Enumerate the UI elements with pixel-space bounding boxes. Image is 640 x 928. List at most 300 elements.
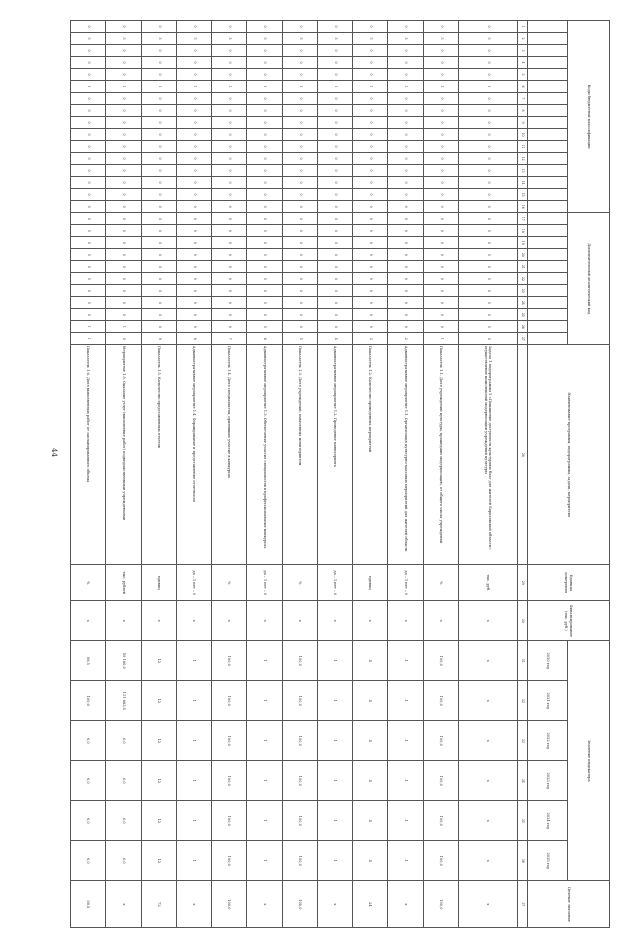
row-name-cell: Мероприятие 1.5. Оказание услуг (выполнение работ) подведомственными учреждениями bbox=[106, 345, 141, 565]
code-cell: 0 bbox=[71, 105, 106, 117]
code-cell: 0 bbox=[106, 285, 141, 297]
code-cell: 0 bbox=[388, 165, 423, 177]
target-cell: х bbox=[106, 881, 141, 928]
value-cell: 100,0 bbox=[212, 681, 247, 721]
code-cell: 0 bbox=[423, 237, 458, 249]
code-cell: 0 bbox=[247, 93, 282, 105]
financing-cell: х bbox=[423, 601, 458, 641]
code-cell: 0 bbox=[423, 93, 458, 105]
code-cell: 0 bbox=[106, 117, 141, 129]
code-cell: 2 bbox=[388, 333, 423, 345]
value-cell: 12 bbox=[141, 801, 176, 841]
page-number: 44 bbox=[50, 448, 58, 457]
code-cell: 0 bbox=[353, 117, 388, 129]
code-cell: 0 bbox=[458, 189, 517, 201]
code-cell: 0 bbox=[423, 165, 458, 177]
unit-cell: % bbox=[423, 565, 458, 601]
code-cell: 0 bbox=[388, 225, 423, 237]
code-cell: 0 bbox=[423, 153, 458, 165]
unit-cell: тыс. руб. bbox=[458, 565, 517, 601]
code-cell: 0 bbox=[212, 237, 247, 249]
code-cell: 0 bbox=[282, 225, 317, 237]
target-cell: х bbox=[458, 881, 517, 928]
table-row bbox=[317, 21, 352, 928]
code-cell: 0 bbox=[71, 45, 106, 57]
code-cell: 8 bbox=[176, 333, 211, 345]
unit-cell: % bbox=[71, 565, 106, 601]
value-cell: 100,0 bbox=[212, 841, 247, 881]
code-cell: 0 bbox=[388, 237, 423, 249]
code-cell: 0 bbox=[353, 165, 388, 177]
code-cell: 0 bbox=[71, 237, 106, 249]
financing-cell: х bbox=[388, 601, 423, 641]
target-cell: х bbox=[247, 881, 282, 928]
value-cell: 0,0 bbox=[106, 761, 141, 801]
value-cell: 1 bbox=[317, 801, 352, 841]
code-cell: 0 bbox=[423, 321, 458, 333]
code-cell: 0 bbox=[458, 57, 517, 69]
table-row bbox=[212, 21, 247, 928]
code-cell: 0 bbox=[388, 117, 423, 129]
code-cell: 0 bbox=[106, 21, 141, 33]
code-subheader bbox=[528, 33, 568, 45]
value-cell: 0,0 bbox=[71, 761, 106, 801]
target-cell: х bbox=[176, 881, 211, 928]
year-header: 2023 год bbox=[528, 761, 568, 801]
column-number: 28 bbox=[518, 345, 528, 565]
code-cell: 0 bbox=[71, 249, 106, 261]
financing-cell: х bbox=[71, 601, 106, 641]
code-cell: 0 bbox=[212, 165, 247, 177]
code-cell: 0 bbox=[141, 285, 176, 297]
target-cell: 99,5 bbox=[71, 881, 106, 928]
value-cell: 1 bbox=[247, 721, 282, 761]
year-header: 2020 год bbox=[528, 641, 568, 681]
code-cell: 0 bbox=[317, 117, 352, 129]
code-cell: 0 bbox=[71, 153, 106, 165]
code-cell: 1 bbox=[71, 321, 106, 333]
code-cell: 5 bbox=[141, 33, 176, 45]
code-cell: 0 bbox=[317, 129, 352, 141]
code-cell: 0 bbox=[71, 225, 106, 237]
code-cell: 0 bbox=[106, 141, 141, 153]
value-cell: 4 bbox=[353, 721, 388, 761]
code-cell: 0 bbox=[106, 297, 141, 309]
value-cell: 4 bbox=[353, 801, 388, 841]
code-cell: 0 bbox=[141, 21, 176, 33]
row-name-cell: Показатель 1.6. Доля выполненных работ от запланированного объема bbox=[71, 345, 106, 565]
code-cell: 0 bbox=[106, 93, 141, 105]
financing-cell: х bbox=[176, 601, 211, 641]
code-cell: 0 bbox=[423, 105, 458, 117]
value-cell: х bbox=[458, 761, 517, 801]
column-number: 16 bbox=[518, 201, 528, 213]
code-subheader bbox=[528, 213, 568, 225]
column-number: 32 bbox=[518, 681, 528, 721]
code-cell: 0 bbox=[353, 309, 388, 321]
code-cell: 0 bbox=[141, 237, 176, 249]
code-cell: 0 bbox=[353, 321, 388, 333]
code-cell: 0 bbox=[458, 105, 517, 117]
code-cell: 0 bbox=[423, 177, 458, 189]
code-cell: 0 bbox=[458, 237, 517, 249]
code-cell: 0 bbox=[353, 213, 388, 225]
code-cell: 0 bbox=[247, 141, 282, 153]
code-cell: 0 bbox=[247, 261, 282, 273]
code-cell: 0 bbox=[388, 21, 423, 33]
code-cell: 0 bbox=[458, 273, 517, 285]
code-cell: 0 bbox=[458, 333, 517, 345]
code-cell: 0 bbox=[423, 45, 458, 57]
year-header: 2022 год bbox=[528, 721, 568, 761]
code-cell: 0 bbox=[317, 57, 352, 69]
code-cell: 0 bbox=[282, 45, 317, 57]
code-cell: 0 bbox=[212, 273, 247, 285]
financing-cell: х bbox=[212, 601, 247, 641]
code-cell: 0 bbox=[71, 201, 106, 213]
program-name-header: Наименование программы, подпрограммы, задачи, мероприятия bbox=[528, 345, 610, 565]
code-cell: 0 bbox=[423, 57, 458, 69]
table-row bbox=[106, 21, 141, 928]
code-cell: 0 bbox=[423, 249, 458, 261]
code-cell: 0 bbox=[458, 261, 517, 273]
value-cell: 0,0 bbox=[106, 801, 141, 841]
code-cell: 0 bbox=[282, 177, 317, 189]
code-cell: 0 bbox=[106, 177, 141, 189]
code-cell: 0 bbox=[353, 21, 388, 33]
value-cell: 100,0 bbox=[423, 681, 458, 721]
value-cell: 12 bbox=[141, 681, 176, 721]
code-cell: 0 bbox=[106, 333, 141, 345]
code-subheader bbox=[528, 93, 568, 105]
code-cell: 0 bbox=[212, 117, 247, 129]
code-cell: 0 bbox=[247, 201, 282, 213]
code-cell: 0 bbox=[212, 285, 247, 297]
code-cell: 0 bbox=[458, 141, 517, 153]
value-cell: х bbox=[458, 801, 517, 841]
value-cell: 1 bbox=[247, 641, 282, 681]
code-cell: 0 bbox=[141, 297, 176, 309]
code-cell: 0 bbox=[317, 93, 352, 105]
value-cell: 111 663,5 bbox=[106, 681, 141, 721]
unit-cell: % bbox=[212, 565, 247, 601]
target-cell: 100,0 bbox=[282, 881, 317, 928]
code-cell: 0 bbox=[176, 273, 211, 285]
code-cell: 0 bbox=[458, 285, 517, 297]
code-cell: 0 bbox=[282, 129, 317, 141]
unit-cell: да – 1 нет – 0 bbox=[176, 565, 211, 601]
code-cell: 0 bbox=[212, 261, 247, 273]
code-cell: 1 bbox=[71, 333, 106, 345]
code-cell: 0 bbox=[212, 309, 247, 321]
code-cell: 0 bbox=[388, 57, 423, 69]
column-number: 21 bbox=[518, 261, 528, 273]
code-cell: 0 bbox=[388, 153, 423, 165]
code-cell: 0 bbox=[176, 321, 211, 333]
code-cell: 0 bbox=[106, 213, 141, 225]
target-cell: х bbox=[317, 881, 352, 928]
value-cell: 12 bbox=[141, 841, 176, 881]
code-cell: 0 bbox=[317, 69, 352, 81]
column-number: 15 bbox=[518, 189, 528, 201]
code-cell: 0 bbox=[176, 105, 211, 117]
code-cell: 0 bbox=[247, 45, 282, 57]
unit-cell: да – 1 нет – 0 bbox=[317, 565, 352, 601]
code-cell: 0 bbox=[71, 21, 106, 33]
unit-cell: да – 1 нет – 0 bbox=[247, 565, 282, 601]
code-cell: 0 bbox=[388, 213, 423, 225]
code-cell: 0 bbox=[282, 309, 317, 321]
code-cell: 0 bbox=[141, 225, 176, 237]
code-cell: 0 bbox=[282, 69, 317, 81]
table-row bbox=[423, 21, 458, 928]
code-cell: 5 bbox=[106, 33, 141, 45]
code-cell: 0 bbox=[388, 189, 423, 201]
row-name-cell: Показатель 1.3. Доля учреждений, охваченных мониторингом bbox=[282, 345, 317, 565]
code-cell: 0 bbox=[317, 225, 352, 237]
code-cell: 0 bbox=[388, 129, 423, 141]
year-header: 2024 год bbox=[528, 801, 568, 841]
column-number: 22 bbox=[518, 273, 528, 285]
code-cell: 0 bbox=[353, 297, 388, 309]
column-number: 24 bbox=[518, 297, 528, 309]
code-cell: 0 bbox=[176, 297, 211, 309]
value-cell: 0,0 bbox=[106, 841, 141, 881]
code-cell: 0 bbox=[353, 129, 388, 141]
code-cell: 1 bbox=[212, 81, 247, 93]
column-number: 3 bbox=[518, 45, 528, 57]
value-cell: 1 bbox=[247, 801, 282, 841]
code-cell: 0 bbox=[282, 153, 317, 165]
code-cell: 0 bbox=[106, 57, 141, 69]
value-cell: 1 bbox=[247, 681, 282, 721]
value-cell: х bbox=[458, 641, 517, 681]
column-number: 27 bbox=[518, 333, 528, 345]
value-cell: 1 bbox=[317, 841, 352, 881]
code-cell: 0 bbox=[106, 45, 141, 57]
column-number: 31 bbox=[518, 641, 528, 681]
code-cell: 5 bbox=[176, 33, 211, 45]
code-cell: 0 bbox=[282, 105, 317, 117]
code-cell: 0 bbox=[212, 69, 247, 81]
code-cell: 0 bbox=[388, 105, 423, 117]
code-cell: 0 bbox=[353, 153, 388, 165]
code-cell: 0 bbox=[353, 273, 388, 285]
code-cell: 0 bbox=[106, 105, 141, 117]
value-cell: 0,0 bbox=[106, 721, 141, 761]
unit-header: Единица измерения bbox=[528, 565, 610, 601]
column-number: 30 bbox=[518, 601, 528, 641]
value-cell: 1 bbox=[247, 841, 282, 881]
code-cell: 0 bbox=[106, 153, 141, 165]
code-cell: 0 bbox=[247, 129, 282, 141]
code-cell: 0 bbox=[71, 273, 106, 285]
code-cell: 0 bbox=[176, 237, 211, 249]
code-subheader bbox=[528, 141, 568, 153]
code-cell: 1 bbox=[106, 321, 141, 333]
financing-cell: х bbox=[247, 601, 282, 641]
code-cell: 0 bbox=[282, 93, 317, 105]
code-cell: 0 bbox=[106, 165, 141, 177]
column-number: 6 bbox=[518, 81, 528, 93]
code-cell: 0 bbox=[106, 225, 141, 237]
column-number: 7 bbox=[518, 93, 528, 105]
code-cell: 0 bbox=[176, 261, 211, 273]
code-cell: 0 bbox=[388, 201, 423, 213]
code-cell: 0 bbox=[176, 177, 211, 189]
code-cell: 0 bbox=[71, 141, 106, 153]
code-cell: 0 bbox=[106, 129, 141, 141]
program-table bbox=[70, 20, 610, 928]
target-cell: 72 bbox=[141, 881, 176, 928]
code-cell: 0 bbox=[212, 45, 247, 57]
code-subheader bbox=[528, 105, 568, 117]
value-cell: х bbox=[458, 721, 517, 761]
unit-cell: % bbox=[282, 565, 317, 601]
code-cell: 0 bbox=[141, 309, 176, 321]
code-cell: 0 bbox=[71, 309, 106, 321]
code-cell: 0 bbox=[141, 249, 176, 261]
code-cell: 0 bbox=[458, 177, 517, 189]
code-cell: 0 bbox=[106, 237, 141, 249]
code-cell: 0 bbox=[212, 225, 247, 237]
code-cell: 0 bbox=[353, 237, 388, 249]
code-cell: 0 bbox=[282, 165, 317, 177]
code-subheader bbox=[528, 225, 568, 237]
row-name-cell: Показатель 1.2. Количество проведенных мероприятий bbox=[353, 345, 388, 565]
code-cell: 0 bbox=[423, 201, 458, 213]
code-cell: 0 bbox=[247, 165, 282, 177]
value-cell: 59 160,0 bbox=[106, 641, 141, 681]
code-cell: 0 bbox=[247, 177, 282, 189]
code-cell: 0 bbox=[353, 189, 388, 201]
value-cell: 100,0 bbox=[212, 641, 247, 681]
code-cell: 0 bbox=[353, 57, 388, 69]
value-cell: 1 bbox=[247, 761, 282, 801]
code-cell: 0 bbox=[141, 141, 176, 153]
code-cell: 0 bbox=[388, 249, 423, 261]
code-cell: 0 bbox=[212, 93, 247, 105]
code-cell: 0 bbox=[458, 129, 517, 141]
code-cell: 0 bbox=[353, 141, 388, 153]
code-cell: 0 bbox=[106, 69, 141, 81]
value-cell: 4 bbox=[353, 841, 388, 881]
code-cell: 0 bbox=[247, 297, 282, 309]
value-cell: 100,0 bbox=[423, 801, 458, 841]
code-cell: 0 bbox=[176, 201, 211, 213]
code-cell: 0 bbox=[317, 105, 352, 117]
code-cell: 0 bbox=[423, 225, 458, 237]
target-cell: 100,0 bbox=[423, 881, 458, 928]
code-cell: 0 bbox=[141, 177, 176, 189]
code-subheader bbox=[528, 21, 568, 33]
code-cell: 0 bbox=[458, 21, 517, 33]
code-cell: 0 bbox=[247, 21, 282, 33]
code-cell: 0 bbox=[282, 189, 317, 201]
code-cell: 1 bbox=[423, 333, 458, 345]
code-cell: 0 bbox=[176, 285, 211, 297]
code-cell: 0 bbox=[282, 141, 317, 153]
code-cell: 0 bbox=[282, 237, 317, 249]
code-cell: 5 bbox=[212, 33, 247, 45]
value-cell: 100,0 bbox=[212, 801, 247, 841]
code-cell: 1 bbox=[282, 81, 317, 93]
target-cell: 24 bbox=[353, 881, 388, 928]
code-cell: 0 bbox=[353, 249, 388, 261]
code-cell: 5 bbox=[317, 33, 352, 45]
code-cell: 0 bbox=[71, 93, 106, 105]
code-subheader bbox=[528, 57, 568, 69]
code-cell: 0 bbox=[282, 21, 317, 33]
value-cell: 1 bbox=[176, 721, 211, 761]
code-cell: 0 bbox=[141, 201, 176, 213]
value-cell: 1 bbox=[317, 641, 352, 681]
code-cell: 1 bbox=[317, 81, 352, 93]
code-cell: 0 bbox=[458, 165, 517, 177]
column-number: 37 bbox=[518, 881, 528, 928]
code-cell: 5 bbox=[282, 33, 317, 45]
code-cell: 0 bbox=[247, 69, 282, 81]
code-cell: 0 bbox=[176, 165, 211, 177]
value-cell: 1 bbox=[388, 721, 423, 761]
value-cell: 1 bbox=[317, 681, 352, 721]
value-cell: 1 bbox=[176, 841, 211, 881]
code-cell: 0 bbox=[423, 117, 458, 129]
code-cell: 0 bbox=[71, 213, 106, 225]
code-cell: 0 bbox=[353, 285, 388, 297]
column-number: 1 bbox=[518, 21, 528, 33]
code-cell: 5 bbox=[458, 33, 517, 45]
row-name-cell: Показатель 1.1. Доля учреждений культуры, прошедших модернизацию, от общего числа учреждений bbox=[423, 345, 458, 565]
code-subheader bbox=[528, 261, 568, 273]
value-cell: х bbox=[458, 841, 517, 881]
value-cell: 1 bbox=[176, 641, 211, 681]
code-cell: 0 bbox=[106, 249, 141, 261]
code-cell: 0 bbox=[353, 45, 388, 57]
code-cell: 0 bbox=[353, 93, 388, 105]
code-subheader bbox=[528, 177, 568, 189]
table-row bbox=[247, 21, 282, 928]
code-cell: 0 bbox=[388, 273, 423, 285]
column-number: 12 bbox=[518, 153, 528, 165]
code-cell: 0 bbox=[317, 249, 352, 261]
value-cell: 4 bbox=[353, 641, 388, 681]
code-cell: 0 bbox=[71, 297, 106, 309]
table-row bbox=[71, 21, 106, 928]
code-cell: 0 bbox=[247, 105, 282, 117]
code-cell: 0 bbox=[317, 165, 352, 177]
value-cell: 100,0 bbox=[212, 761, 247, 801]
row-name-cell: Административное мероприятие 1.1. Организация культурно-массовых мероприятий для жителей области bbox=[388, 345, 423, 565]
table-row bbox=[282, 21, 317, 928]
code-cell: 0 bbox=[141, 105, 176, 117]
unit-cell: единиц bbox=[353, 565, 388, 601]
value-cell: 12 bbox=[141, 761, 176, 801]
code-cell: 0 bbox=[106, 261, 141, 273]
code-subheader bbox=[528, 333, 568, 345]
code-cell: 0 bbox=[71, 261, 106, 273]
code-cell: 0 bbox=[317, 213, 352, 225]
value-cell: 100,0 bbox=[423, 641, 458, 681]
code-cell: 0 bbox=[388, 141, 423, 153]
column-number: 10 bbox=[518, 129, 528, 141]
code-cell: 0 bbox=[247, 309, 282, 321]
code-cell: 0 bbox=[106, 273, 141, 285]
code-cell: 0 bbox=[106, 201, 141, 213]
column-number: 4 bbox=[518, 57, 528, 69]
code-cell: 0 bbox=[141, 117, 176, 129]
code-cell: 0 bbox=[71, 165, 106, 177]
